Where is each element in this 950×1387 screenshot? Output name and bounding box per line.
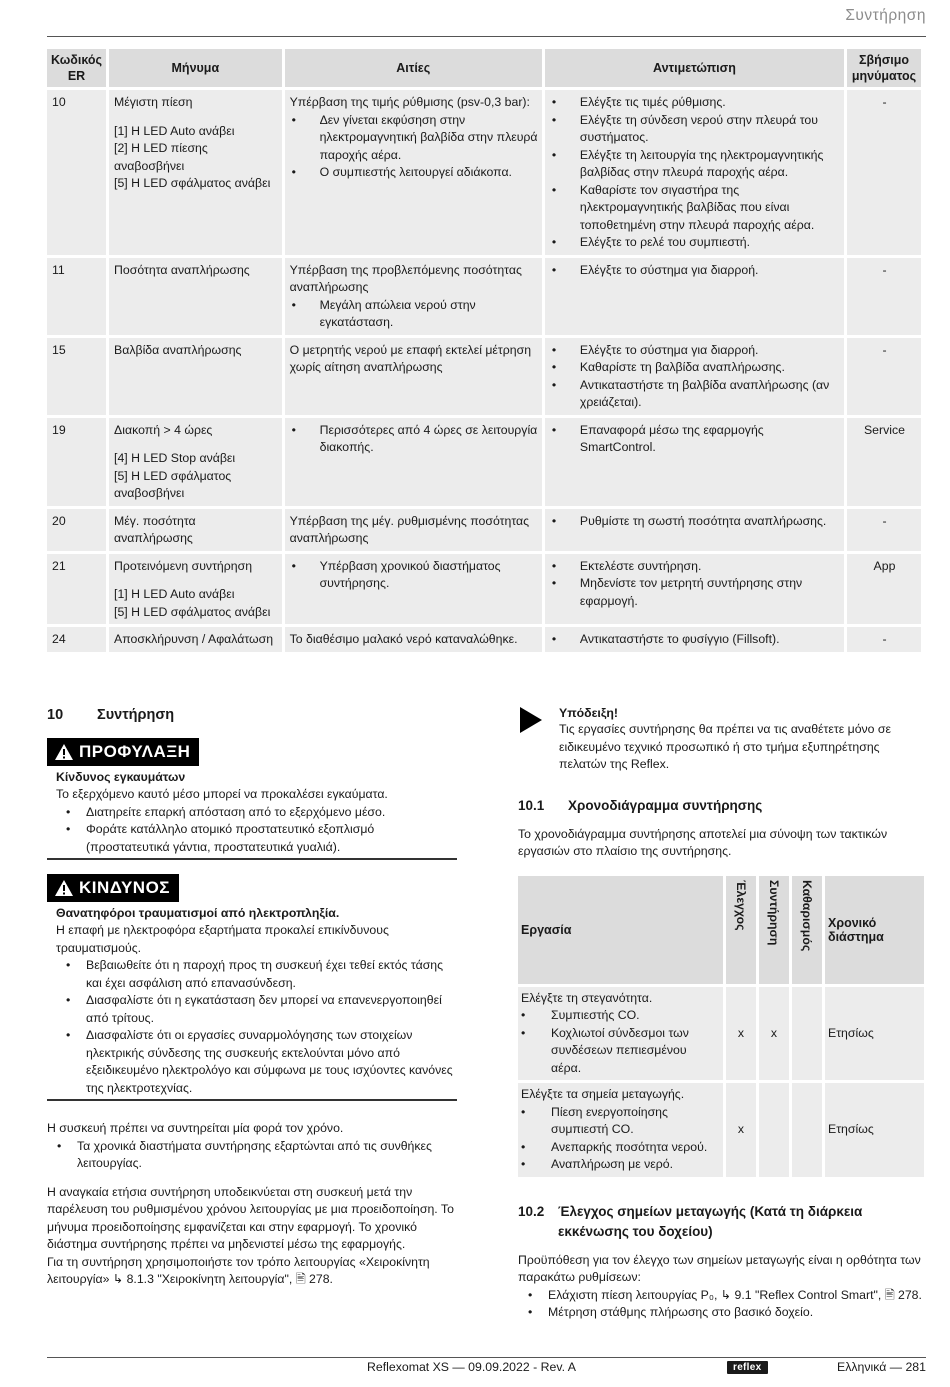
list-item: • Επαναφορά μέσω της εφαρμογής SmartControl. xyxy=(550,422,840,457)
footer-document-info: Reflexomat XS — 09.09.2022 - Rev. A xyxy=(367,1360,576,1374)
maintenance-frequency-bullets xyxy=(47,1138,457,1173)
table-row xyxy=(47,90,921,255)
list-item: • Ανεπαρκής ποσότητα νερού. xyxy=(521,1139,720,1157)
section-number: 10.1 xyxy=(518,797,545,813)
col-header-check xyxy=(726,876,756,984)
danger-badge xyxy=(47,874,179,902)
schedule-task-bullets xyxy=(521,1007,720,1077)
list-item: • Διατηρείτε επαρκή απόσταση από το εξερχόμενο μέσο. xyxy=(56,804,457,822)
col-header-remedy: Αντιμετώπιση xyxy=(545,49,844,87)
error-clear-method: - xyxy=(847,338,921,415)
schedule-service-mark xyxy=(759,1083,789,1177)
error-cause-text: Ο μετρητής νερού με επαφή εκτελεί μέτρηση χωρίς αίτηση αναπλήρωσης xyxy=(289,342,532,374)
maintenance-warning-text: Η αναγκαία ετήσια συντήρηση υποδεικνύεται στη συσκευή μετά την παρέλευση του ρυθμισμένου χρόνου λειτουργίας με μια προειδοποίηση. Το μήνυμα προειδοποίησης εμφανίζεται και στην εφαρμογή. Το χρονικό διάστημα συντήρησης πρέπει να μηδενιστεί μέσω της εφαρμογής. xyxy=(47,1184,454,1251)
error-remedy-bullets xyxy=(550,262,840,280)
error-remedy-bullets xyxy=(550,631,840,649)
note-text: Τις εργασίες συντήρησης θα πρέπει να τις αναθέτετε μόνο σε ειδικευμένο τεχνικό προσωπικό ή στο τμήμα εξυπηρέτησης πελατών της Reflex. xyxy=(559,722,892,771)
error-cause-cell xyxy=(285,338,542,415)
error-cause-cell xyxy=(285,258,542,335)
error-message-cell xyxy=(109,554,282,625)
error-message-cell xyxy=(109,627,282,652)
led-status: [5] Η LED σφάλματος αναβοσβήνει xyxy=(114,468,232,500)
list-item: • Ο συμπιεστής λειτουργεί αδιάκοπα. xyxy=(290,164,538,182)
error-table-header-row xyxy=(47,49,921,87)
list-item: • Βεβαιωθείτε ότι η παροχή προς τη συσκευή έχει τεθεί εκτός τάσης και έχει ασφάλιση από επανασύνδεση. xyxy=(56,957,457,992)
caution-badge xyxy=(47,738,199,766)
table-row xyxy=(47,418,921,506)
table-row xyxy=(47,258,921,335)
error-message: Βαλβίδα αναπλήρωσης xyxy=(114,342,242,357)
list-item: • Αναπλήρωση με νερό. xyxy=(521,1156,720,1174)
error-cause-cell xyxy=(285,90,542,255)
list-item: • Υπέρβαση χρονικού διαστήματος συντήρησης. xyxy=(290,558,538,593)
note-title: Υπόδειξη! xyxy=(559,706,618,720)
led-status: [4] Η LED Stop ανάβει xyxy=(114,451,236,465)
error-remedy-bullets xyxy=(550,513,840,531)
col-header-cleaning xyxy=(792,876,822,984)
col-header-service-label: Συντήρηση xyxy=(767,879,781,945)
col-header-check-label: Έλεγχος xyxy=(734,879,748,931)
error-remedy-cell xyxy=(545,627,844,652)
error-code: 19 xyxy=(47,418,106,506)
section-number: 10.2 xyxy=(518,1203,545,1219)
list-item: • Δεν γίνεται εκφύσηση στην ηλεκτρομαγνητική βαλβίδα στην πλευρά παροχής αέρα. xyxy=(290,112,538,165)
warning-triangle-icon xyxy=(54,879,74,897)
list-item: • Διασφαλίστε ότι η εγκατάσταση δεν μπορεί να επανενεργοποιηθεί από τρίτους. xyxy=(56,992,457,1027)
danger-bullets xyxy=(56,957,457,1097)
list-item: • Εκτελέστε συντήρηση. xyxy=(550,558,840,576)
error-message-cell xyxy=(109,90,282,255)
list-item: • Φοράτε κατάλληλο ατομικό προστατευτικό εξοπλισμό (προστατευτικά γάντια, προστατευτικά γυαλιά). xyxy=(56,821,457,856)
table-row xyxy=(47,338,921,415)
table-row xyxy=(47,554,921,625)
schedule-task-title: Ελέγξτε τη στεγανότητα. xyxy=(521,990,653,1005)
section-title: Χρονοδιάγραμμα συντήρησης xyxy=(568,797,763,813)
error-remedy-cell xyxy=(545,258,844,335)
error-code-table xyxy=(44,46,924,655)
error-clear-method: - xyxy=(847,627,921,652)
error-message: Ποσότητα αναπλήρωσης xyxy=(114,262,250,277)
col-header-task: Εργασία xyxy=(518,876,723,984)
error-remedy-bullets xyxy=(550,342,840,412)
error-message: Μέγιστη πίεση xyxy=(114,95,193,109)
error-remedy-bullets xyxy=(550,94,840,252)
error-clear-method: - xyxy=(847,509,921,551)
table-row xyxy=(47,509,921,551)
manual-mode-reference: Για τη συντήρηση χρησιμοποιήστε τον τρόπο λειτουργίας «Χειροκίνητη λειτουργία» ↳ 8.1.3 "Χειροκίνητη λειτουργία", 🖹 278. xyxy=(47,1254,430,1286)
col-header-message: Μήνυμα xyxy=(109,49,282,87)
maintenance-frequency-text: Η συσκευή πρέπει να συντηρείται μία φορά τον χρόνο. xyxy=(47,1121,344,1135)
error-cause-text: Το διαθέσιμο μαλακό νερό καταναλώθηκε. xyxy=(289,632,518,646)
error-remedy-bullets xyxy=(550,422,840,457)
switching-points-bullets xyxy=(518,1287,928,1322)
danger-badge-label: ΚΙΝΔΥΝΟΣ xyxy=(79,878,170,897)
section-title: Έλεγχος σημείων μεταγωγής (Κατά τη διάρκεια εκκένωσης του δοχείου) xyxy=(557,1203,863,1239)
error-code: 24 xyxy=(47,627,106,652)
switching-points-intro: Προϋπόθεση για τον έλεγχο των σημείων μεταγωγής είναι η ορθότητα των παρακάτω ρυθμίσεων: xyxy=(518,1252,921,1284)
danger-notice xyxy=(47,874,457,1101)
col-header-causes: Αιτίες xyxy=(285,49,542,87)
error-remedy-cell xyxy=(545,554,844,625)
led-status: [1] Η LED Auto ανάβει xyxy=(114,587,235,601)
error-code: 20 xyxy=(47,509,106,551)
right-column xyxy=(518,705,928,1322)
list-item: • Ρυθμίστε τη σωστή ποσότητα αναπλήρωσης. xyxy=(550,513,840,531)
schedule-check-mark: x xyxy=(726,987,756,1081)
section-title: Συντήρηση xyxy=(97,707,175,723)
schedule-interval: Ετησίως xyxy=(825,987,924,1081)
schedule-task-cell xyxy=(518,987,723,1081)
error-code: 21 xyxy=(47,554,106,625)
error-cause-text: Υπέρβαση της μέγ. ρυθμισμένης ποσότητας αναπλήρωσης xyxy=(289,513,530,545)
error-cause-cell xyxy=(285,554,542,625)
list-item: • Καθαρίστε τη βαλβίδα αναπλήρωσης. xyxy=(550,359,840,377)
error-message: Διακοπή > 4 ώρες xyxy=(114,422,213,437)
list-item: • Τα χρονικά διαστήματα συντήρησης εξαρτώνται από τις συνθήκες λειτουργίας. xyxy=(47,1138,457,1173)
list-item: • Μεγάλη απώλεια νερού στην εγκατάσταση. xyxy=(290,297,538,332)
col-header-clear: Σβήσιμο μηνύματος xyxy=(847,49,921,87)
error-remedy-cell xyxy=(545,338,844,415)
error-message-cell xyxy=(109,338,282,415)
error-cause-cell xyxy=(285,627,542,652)
list-item: • Αντικαταστήστε το φυσίγγιο (Fillsoft). xyxy=(550,631,840,649)
schedule-header-row xyxy=(518,876,924,984)
led-status: [2] Η LED πίεσης αναβοσβήνει xyxy=(114,141,208,173)
error-clear-method: - xyxy=(847,258,921,335)
error-remedy-bullets xyxy=(550,558,840,611)
table-row xyxy=(518,1083,924,1177)
led-status: [5] Η LED σφάλματος ανάβει xyxy=(114,176,271,190)
section-10-2-heading xyxy=(518,1202,928,1242)
footer-page-number: Ελληνικά — 281 xyxy=(837,1360,926,1374)
error-clear-method: App xyxy=(847,554,921,625)
list-item: • Συμπιεστής CO. xyxy=(521,1007,720,1025)
led-status: [1] Η LED Auto ανάβει xyxy=(114,123,235,138)
list-item: • Ελέγξτε τη λειτουργία της ηλεκτρομαγνητικής βαλβίδας στην πλευρά παροχής αέρα. xyxy=(550,147,840,182)
error-code: 15 xyxy=(47,338,106,415)
schedule-task-cell xyxy=(518,1083,723,1177)
error-cause-bullets xyxy=(290,422,538,457)
error-message: Προτεινόμενη συντήρηση xyxy=(114,558,253,573)
led-status-gap xyxy=(114,439,278,450)
table-row xyxy=(518,987,924,1081)
list-item: • Ελέγξτε το σύστημα για διαρροή. xyxy=(550,262,840,280)
error-remedy-cell xyxy=(545,509,844,551)
note-arrow-icon xyxy=(518,705,544,735)
schedule-task-bullets xyxy=(521,1104,720,1174)
list-item: • Ελέγξτε το ρελέ του συμπιεστή. xyxy=(550,234,840,252)
error-message-cell xyxy=(109,258,282,335)
list-item: • Καθαρίστε τον σιγαστήρα της ηλεκτρομαγνητικής βαλβίδας που είναι τοποθετημένη στην πλευρά παροχής αέρα. xyxy=(550,182,840,235)
error-cause-text: Υπέρβαση της προβλεπόμενης ποσότητας αναπλήρωσης xyxy=(289,262,522,294)
maintenance-schedule-table xyxy=(515,873,927,1180)
left-column xyxy=(47,705,457,1289)
led-status-gap xyxy=(114,112,278,123)
section-10-1-heading xyxy=(518,796,928,816)
caution-subtitle: Κίνδυνος εγκαυμάτων xyxy=(56,770,186,784)
error-code: 11 xyxy=(47,258,106,335)
led-status: [5] Η LED σφάλματος ανάβει xyxy=(114,604,271,619)
running-header-title: Συντήρηση xyxy=(845,7,926,24)
col-header-service xyxy=(759,876,789,984)
table-row xyxy=(47,627,921,652)
schedule-interval: Ετησίως xyxy=(825,1083,924,1177)
error-cause-bullets xyxy=(290,558,538,593)
error-message: Μέγ. ποσότητα αναπλήρωσης xyxy=(114,513,196,545)
col-header-cleaning-label: Καθαρισμός xyxy=(800,879,814,951)
list-item: • Ελέγξτε το σύστημα για διαρροή. xyxy=(550,342,840,360)
reflex-logo: reflex xyxy=(727,1361,768,1374)
error-cause-bullets xyxy=(290,112,538,182)
caution-text: Το εξερχόμενο καυτό μέσο μπορεί να προκαλέσει εγκαύματα. xyxy=(56,787,388,801)
list-item: • Αντικαταστήστε τη βαλβίδα αναπλήρωσης (αν χρειάζεται). xyxy=(550,377,840,412)
schedule-intro-text: Το χρονοδιάγραμμα συντήρησης αποτελεί μια σύνοψη των τακτικών εργασιών στο πλαίσιο της συντήρησης. xyxy=(518,826,888,858)
error-message-cell xyxy=(109,509,282,551)
list-item: • Μέτρηση στάθμης πλήρωσης στο βασικό δοχείο. xyxy=(518,1304,928,1322)
footer-rule xyxy=(47,1357,926,1358)
schedule-task-title: Ελέγξτε τα σημεία μεταγωγής. xyxy=(521,1087,685,1101)
error-clear-method: Service xyxy=(847,418,921,506)
danger-subtitle: Θανατηφόροι τραυματισμοί από ηλεκτροπληξία. xyxy=(56,906,340,920)
error-remedy-cell xyxy=(545,418,844,506)
error-clear-method: - xyxy=(847,90,921,255)
caution-notice xyxy=(47,738,457,860)
schedule-check-mark: x xyxy=(726,1083,756,1177)
error-remedy-cell xyxy=(545,90,844,255)
error-cause-text: Υπέρβαση της τιμής ρύθμισης (psv-0,3 bar): xyxy=(289,95,530,109)
danger-text: Η επαφή με ηλεκτροφόρα εξαρτήματα προκαλεί επικίνδυνους τραυματισμούς. xyxy=(56,923,389,955)
schedule-clean-mark xyxy=(792,987,822,1081)
error-cause-cell xyxy=(285,418,542,506)
list-item: • Διασφαλίστε ότι οι εργασίες συναρμολόγησης των στοιχείων ηλεκτρικής σύνδεσης της συσκευής εκτελούνται μόνο από εξειδικευμένο ηλεκτρολόγο και σύμφωνα με τους ισχύοντες κανόνες της ηλεκτροτεχνίας. xyxy=(56,1027,457,1097)
schedule-service-mark: x xyxy=(759,987,789,1081)
caution-bullets xyxy=(56,804,457,857)
error-message-cell xyxy=(109,418,282,506)
list-item: • Περισσότερες από 4 ώρες σε λειτουργία διακοπής. xyxy=(290,422,538,457)
error-cause-cell xyxy=(285,509,542,551)
list-item: • Ελάχιστη πίεση λειτουργίας P₀, ↳ 9.1 "Reflex Control Smart", 🖹 278. xyxy=(518,1287,928,1305)
warning-triangle-icon xyxy=(54,743,74,761)
header-rule xyxy=(47,36,926,37)
list-item: • Ελέγξτε τις τιμές ρύθμισης. xyxy=(550,94,840,112)
note-box xyxy=(518,705,928,774)
list-item: • Ελέγξτε τη σύνδεση νερού στην πλευρά του συστήματος. xyxy=(550,112,840,147)
list-item: • Πίεση ενεργοποίησης συμπιεστή CO. xyxy=(521,1104,720,1139)
caution-badge-label: ΠΡΟΦΥΛΑΞΗ xyxy=(79,742,191,761)
col-header-interval: Χρονικό διάστημα xyxy=(825,876,924,984)
led-status-gap xyxy=(114,575,278,586)
error-message: Αποσκλήρυνση / Αφαλάτωση xyxy=(114,632,274,646)
list-item: • Μηδενίστε τον μετρητή συντήρησης στην εφαρμογή. xyxy=(550,575,840,610)
error-cause-bullets xyxy=(290,297,538,332)
section-10-heading xyxy=(47,705,457,725)
list-item: • Κοχλιωτοί σύνδεσμοι των συνδέσεων πεπιεσμένου αέρα. xyxy=(521,1025,720,1078)
col-header-code: Κωδικός ER xyxy=(47,49,106,87)
section-number: 10 xyxy=(47,707,64,723)
schedule-clean-mark xyxy=(792,1083,822,1177)
error-code: 10 xyxy=(47,90,106,255)
